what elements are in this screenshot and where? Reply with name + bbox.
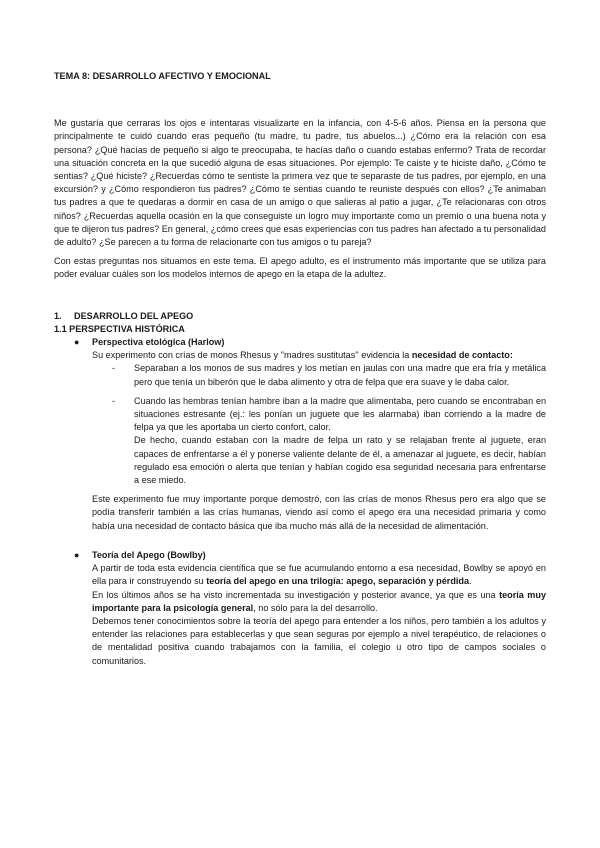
bowlby-paragraph-2 <box>54 589 546 615</box>
bowlby-paragraph-1 <box>54 562 546 588</box>
bullet-heading-text: Teoría del Apego (Bowlby) <box>92 549 206 560</box>
subsection-heading: 1.1 PERSPECTIVA HISTÓRICA <box>54 323 185 334</box>
dash-item <box>54 395 546 435</box>
dash-item-text: Cuando las hembras tenían hambre iban a la madre que alimentaba, pero cuando se encontraban en situaciones estresante (ej.: les ponían un juguete que les alarmaba) iban corriendo a la madre de felpa ya que les aportaba un cierto confort, calor. <box>134 395 546 433</box>
dash-mark: - <box>112 395 116 406</box>
bullet-heading-bowlby <box>54 549 546 562</box>
document-body <box>54 70 546 668</box>
bullet-heading-harlow <box>54 336 546 349</box>
section-number: 1. <box>54 310 62 321</box>
bowlby-p1-text: A partir de toda esta evidencia científica que se fue acumulando entorno a esa necesidad, Bowlby se apoyó en ella para ir construyendo su <box>92 563 546 587</box>
intro-paragraph-1: Me gustaría que cerraras los ojos e intentaras visualizarte en la infancia, con 4-5-6 años. Piensa en la persona que principalmente te cuidó cuando eras pequeño (tu madre, tu padre, tus abuelos...) ¿Cómo era la relación con esa persona? ¿Qué hacías de pequeño si algo te preocupaba, te hacías daño o cuando estabas enfermo? Trata de recordar una situación concreta en la que sucedió alguna de esas situaciones. Por ejemplo: Te caiste y te hiciste daño, ¿Cómo te sentias? ¿Qué hiciste? ¿Recuerdas cómo te sentiste la primera vez que te separaste de tus padres, por ejemplo, en una excursión? y ¿Cómo respondieron tus padres? ¿Cómo te sentias cuando te reuniste después con ellos? ¿Te animaban tus padres a que te quedaras a dormir en casa de un amigo o que salieras al patio a jugar, ¿Te relacionaras con otros niños? ¿Recuerdas aquella ocasión en la que conseguiste un logro muy importante como un premio o una buena nota y que te dijeron tus padres? En general, ¿cómo crees que esas experiencias con tus padres han afectado a tu personalidad de adulto? ¿Se parecen a tu forma de relacionarte con tus amigos o tu pareja? <box>54 118 546 248</box>
harlow-intro-bold: necesidad de contacto: <box>411 350 513 361</box>
bowlby-p1-bold: teoría del apego en una trilogía: apego, separación y pérdida <box>206 576 470 587</box>
dash-mark: - <box>112 363 116 374</box>
bowlby-p2-end: , no sólo para la del desarrollo. <box>253 602 378 613</box>
bullet-heading-text: Perspectiva etológica (Harlow) <box>92 337 225 348</box>
dash-item-continuation: De hecho, cuando estaban con la madre de felpa un rato y se relajaban frente al juguete, eran capaces de enfrentarse a él y ponerse valiente delante de él, a amenazar al juguete, es decir, habían regulado esa emoción o alerta que tenían y habían cogido esa seguridad necesaria para enfrentarse a ese miedo. <box>134 435 546 486</box>
page-title: TEMA 8: DESARROLLO AFECTIVO Y EMOCIONAL <box>54 71 271 81</box>
section-label: DESARROLLO DEL APEGO <box>74 310 194 321</box>
bowlby-p1-end: . <box>469 576 472 587</box>
section-heading <box>54 310 546 323</box>
dash-item <box>54 362 546 388</box>
bowlby-paragraph-3: Debemos tener conocimientos sobre la teoría del apego para entender a los niños, pero también a los adultos y entender las relaciones para establecerlas y que sean seguras por ejemplo a nivel terapéutico, de relaciones o de mentalidad positiva cuando trabajamos con la familia, el colegio u otro tipo de campos sociales o comunitarios. <box>92 615 546 666</box>
harlow-conclusion: Este experimento fue muy importante porque demostró, con las crías de monos Rhesus pero era algo que se podía transferir también a las crías humanas, viendo así como el apego era una necesidad primaria y como había una necesidad de contacto básica que iba mucho más allá de la necesidad de alimentación. <box>92 494 546 531</box>
dash-item-text: Separaban a los monos de sus madres y los metían en jaulas con una madre que era fría y metálica pero que tenía un biberón que le daba alimento y otra de felpa que era suave y le daba calor. <box>134 363 546 387</box>
harlow-intro-text: Su experimento con crías de monos Rhesus y ''madres sustitutas'' evidencia la <box>92 350 412 361</box>
bowlby-p2-text: En los últimos años se ha visto incrementada su investigación y posterior avance, ya que es una <box>92 589 500 600</box>
bowlby-p2-bold: teoría muy importante para la psicología general <box>92 589 546 613</box>
bullet-dot-icon: ● <box>74 549 80 560</box>
intro-paragraph-2: Con estas preguntas nos situamos en este tema. El apego adulto, es el instrumento más importante que se utiliza para poder evaluar cuáles son los modelos internos de apego en la etapa de la adultez. <box>54 256 546 280</box>
harlow-intro <box>54 349 546 362</box>
bullet-dot-icon: ● <box>74 337 80 348</box>
